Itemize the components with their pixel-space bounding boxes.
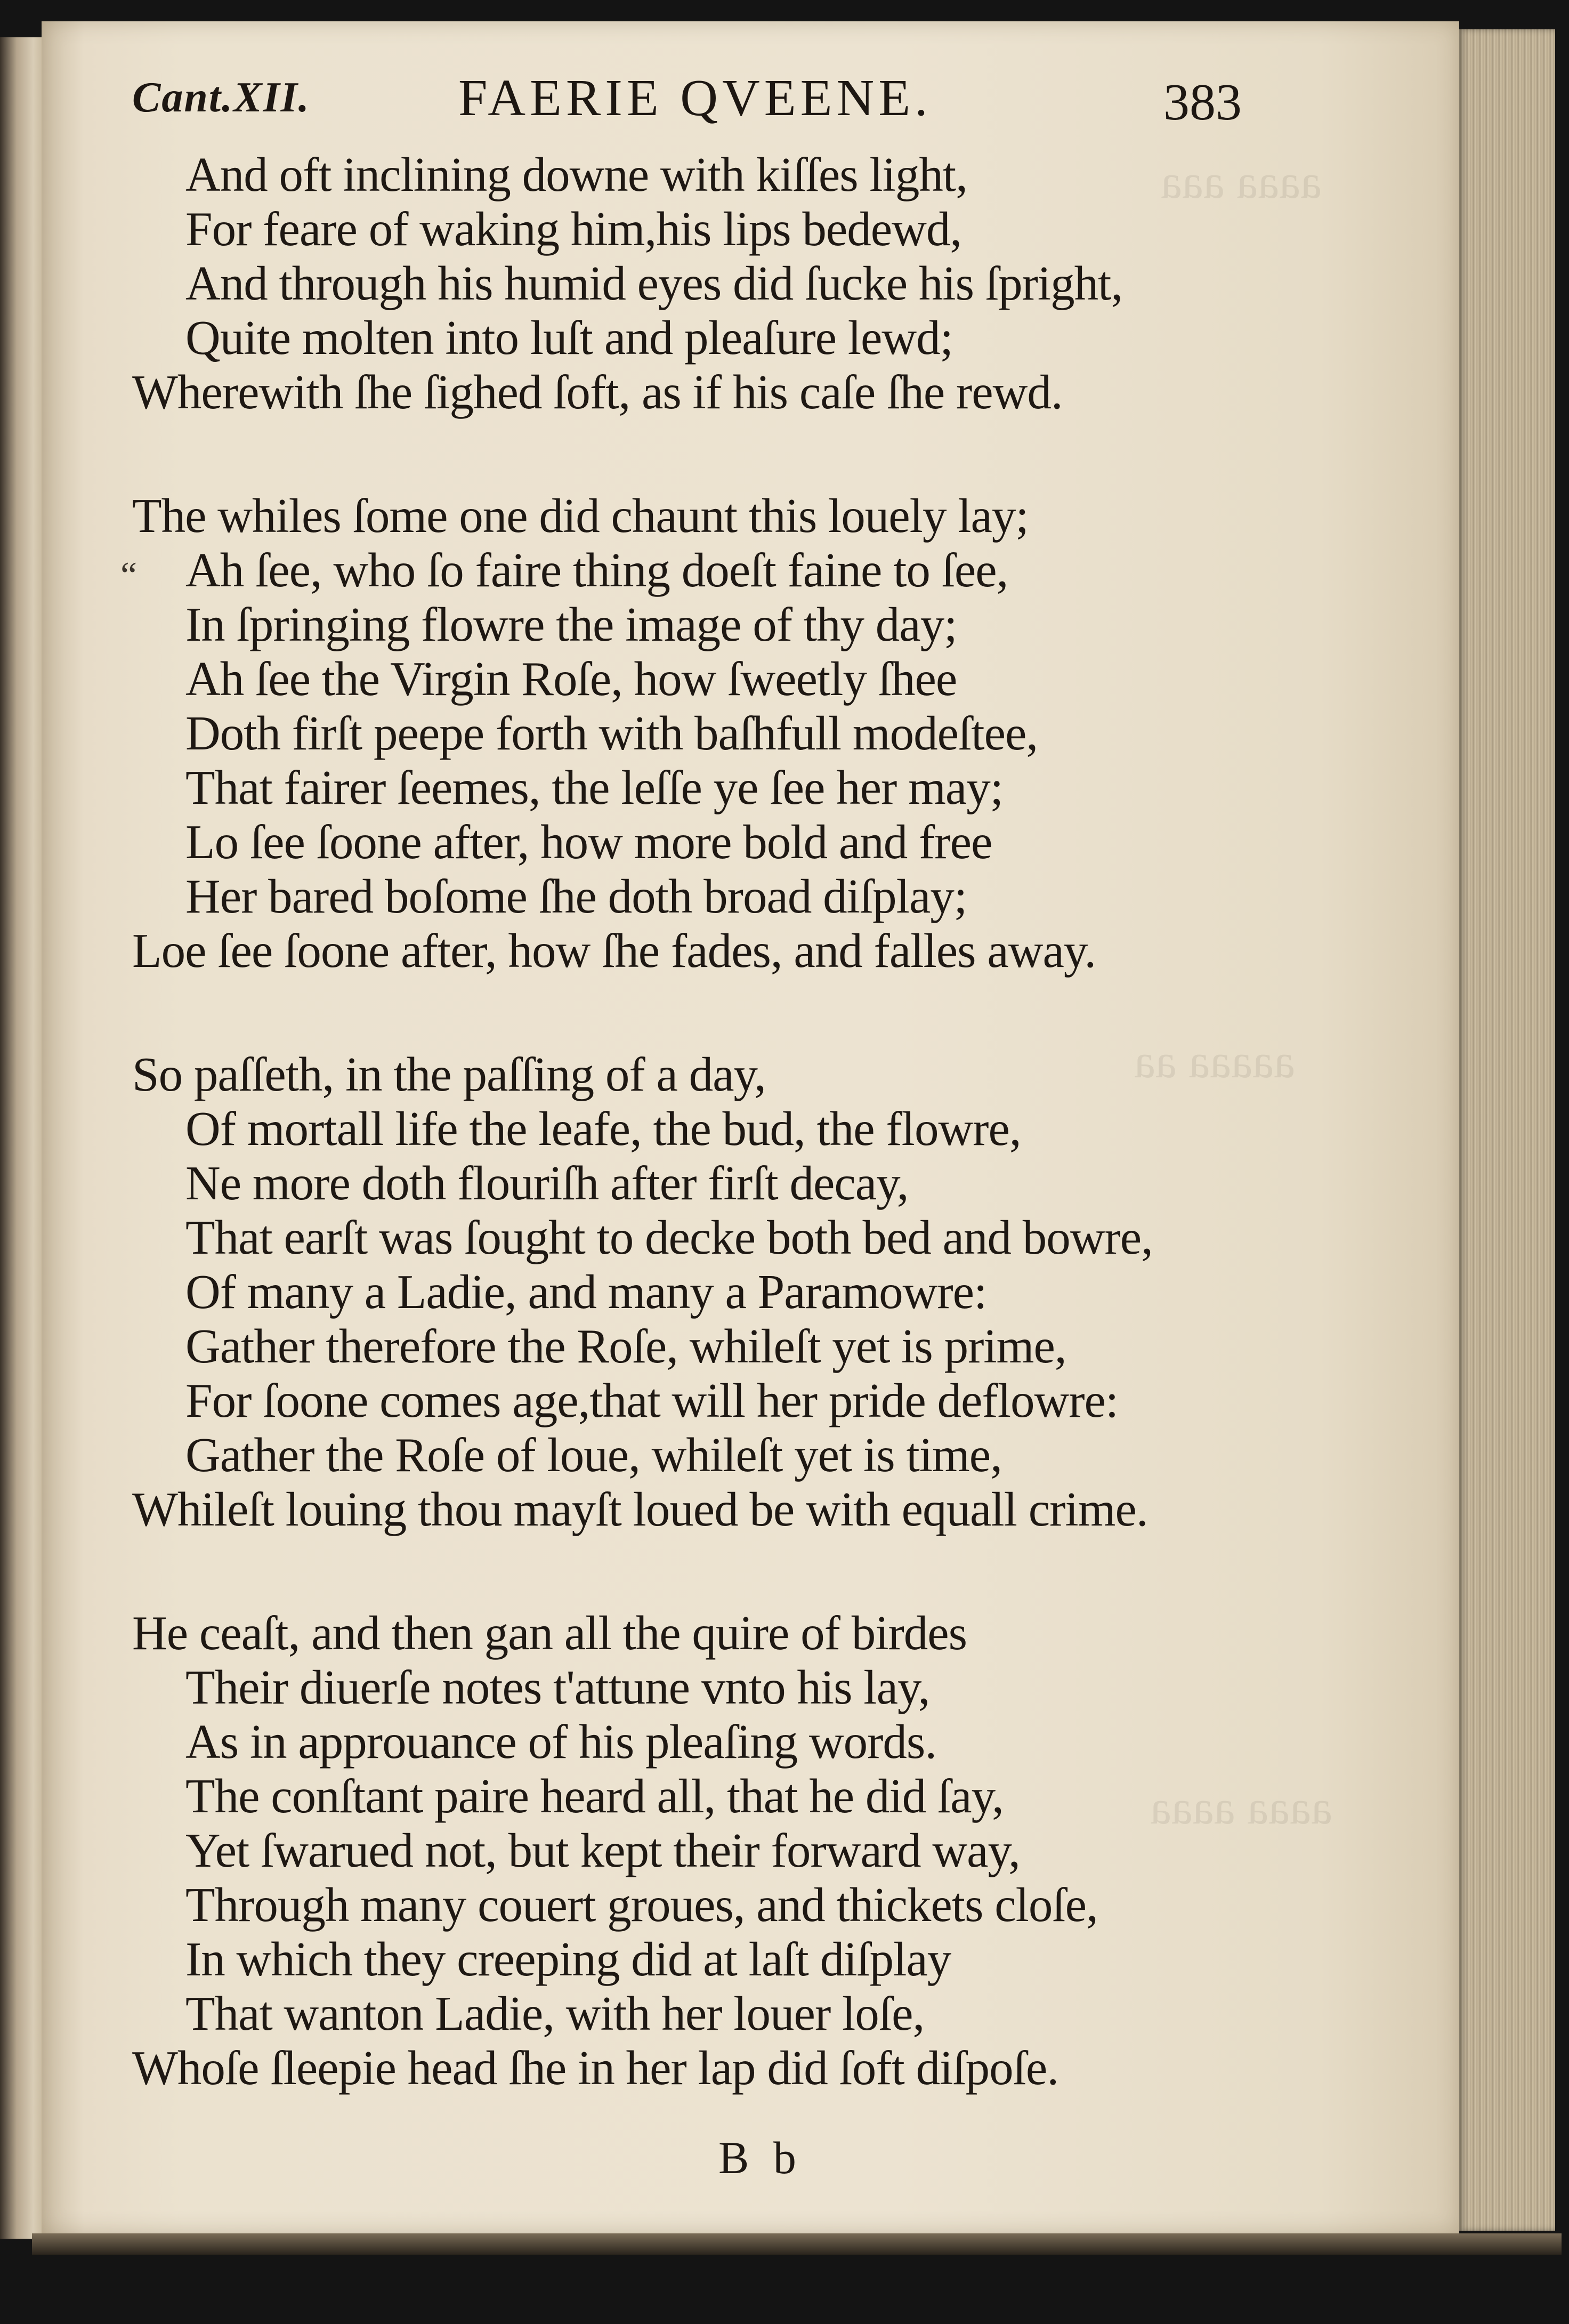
verse-line: Yet ſwarued not, but kept their forward way, xyxy=(185,1823,1020,1877)
marginal-quote-mark: “ xyxy=(120,555,138,596)
page-number: 383 xyxy=(1163,74,1242,131)
verse-line: For feare of waking him,his lips bedewd, xyxy=(185,202,962,256)
verse-line: Gather therefore the Roſe, whileſt yet is prime, xyxy=(185,1319,1066,1373)
verse-line: In ſpringing flowre the image of thy day; xyxy=(185,598,957,651)
show-through-text: aaaaa aa xyxy=(1134,1035,1296,1088)
facing-page-edge xyxy=(0,37,42,2239)
verse-line: He ceaſt, and then gan all the quire of birdes xyxy=(132,1606,967,1660)
running-title: FAERIE QVEENE. xyxy=(458,69,932,127)
verse-line: That wanton Ladie, with her louer loſe, xyxy=(185,1987,925,2040)
verse-line: Wherewith ſhe ſighed ſoft, as if his caſe ſhe rewd. xyxy=(132,365,1063,419)
canto-label: Cant.XII. xyxy=(132,74,310,121)
verse-line: And oft inclining downe with kiſſes light, xyxy=(185,148,967,201)
book-page-edges xyxy=(1459,29,1555,2231)
verse-line: Whoſe ſleepie head ſhe in her lap did ſoft diſpoſe. xyxy=(132,2041,1059,2095)
running-header xyxy=(132,68,1251,132)
verse-line: For ſoone comes age,that will her pride deflowre: xyxy=(185,1374,1119,1427)
verse-line: Through many couert groues, and thickets cloſe, xyxy=(185,1878,1098,1932)
verse-line: That fairer ſeemes, the leſſe ye ſee her may; xyxy=(185,761,1004,814)
verse-line: Of many a Ladie, and many a Paramowre: xyxy=(185,1265,987,1319)
show-through-text: aaaa aaaa xyxy=(1150,1781,1333,1834)
verse-line: Lo ſee ſoone after, how more bold and free xyxy=(185,815,992,869)
verse-line: Ah ſee the Virgin Roſe, how ſweetly ſhee xyxy=(185,652,957,706)
verse-line: Quite molten into luſt and pleaſure lewd; xyxy=(185,311,953,365)
verse-line: Of mortall life the leafe, the bud, the flowre, xyxy=(185,1102,1021,1156)
verse-line: So paſſeth, in the paſſing of a day, xyxy=(132,1047,766,1101)
verse-line: Ne more doth flouriſh after firſt decay, xyxy=(185,1156,909,1210)
verse-line: That earſt was ſought to decke both bed and bowre, xyxy=(185,1211,1153,1264)
verse-line: The conſtant paire heard all, that he did ſay, xyxy=(185,1769,1004,1823)
verse-line: Loe ſee ſoone after, how ſhe fades, and falles away. xyxy=(132,924,1096,978)
verse-line: In which they creeping did at laſt diſplay xyxy=(185,1932,951,1986)
verse-line: As in approuance of his pleaſing words. xyxy=(185,1715,937,1769)
verse-line: Her bared boſome ſhe doth broad diſplay; xyxy=(185,869,967,923)
verse-line: Doth firſt peepe forth with baſhfull modeſtee, xyxy=(185,706,1038,760)
show-through-text: aaaa aaa xyxy=(1161,156,1322,208)
verse-line: And through his humid eyes did ſucke his ſpright, xyxy=(185,256,1123,310)
verse-line: Whileſt louing thou mayſt loued be with equall crime. xyxy=(132,1482,1148,1536)
verse-line: Gather the Roſe of loue, whileſt yet is time, xyxy=(185,1428,1002,1482)
book-bottom-edge xyxy=(32,2233,1562,2255)
signature-mark: B b xyxy=(718,2132,803,2183)
verse-line: Ah ſee, who ſo faire thing doeſt faine to ſee, xyxy=(185,543,1008,597)
verse-line: The whiles ſome one did chaunt this louely lay; xyxy=(132,489,1029,543)
verse-line: Their diuerſe notes t'attune vnto his lay, xyxy=(185,1660,930,1714)
